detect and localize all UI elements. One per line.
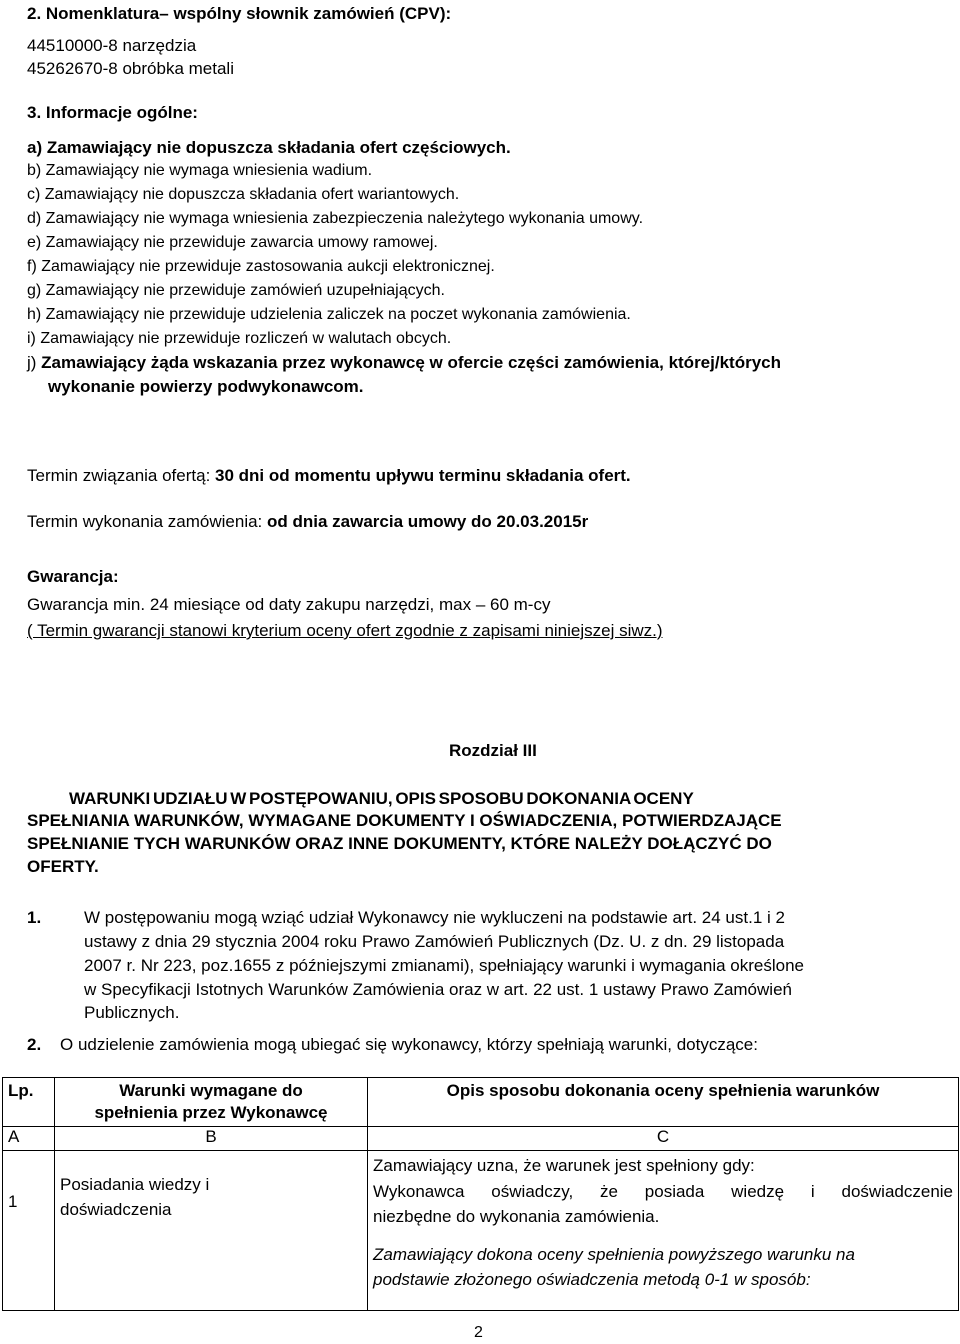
table-letter-row <box>3 1127 959 1151</box>
warranty-heading: Gwarancja: <box>27 567 119 586</box>
warranty-note: ( Termin gwarancji stanowi kryterium oceny ofert zgodnie z zapisami niniejszej siwz.) <box>27 621 663 640</box>
chapter-heading-line-2: SPEŁNIANIA WARUNKÓW, WYMAGANE DOKUMENTY I OŚWIADCZENIA, POTWIERDZAJĄCE <box>27 811 782 830</box>
row-1-evaluation-line-3: niezbędne do wykonania zamówienia. <box>373 1207 660 1226</box>
offer-binding-term <box>27 466 631 486</box>
row-1-lp <box>3 1151 55 1311</box>
warranty-text: Gwarancja min. 24 miesiące od daty zakupu narzędzi, max – 60 m-cy <box>27 595 551 614</box>
info-item-j-text: Zamawiający żąda wskazania przez wykonawcę w ofercie części zamówienia, której/których <box>41 353 781 372</box>
point-1-line-1: W postępowaniu mogą wziąć udział Wykonawcy nie wykluczeni na podstawie art. 24 ust.1 i 2 <box>84 908 785 927</box>
row-1-lp-value: 1 <box>8 1191 18 1211</box>
info-item-j <box>27 353 781 373</box>
info-item-i: i) Zamawiający nie przewiduje rozliczeń w walutach obcych. <box>27 330 452 347</box>
completion-value: od dnia zawarcia umowy do 20.03.2015r <box>267 512 589 531</box>
chapter-title: Rozdział III <box>449 741 537 760</box>
point-1-number: 1. <box>27 908 42 927</box>
chapter-heading-line-3: SPEŁNIANIE TYCH WARUNKÓW ORAZ INNE DOKUMENTY, KTÓRE NALEŻY DOŁĄCZYĆ DO <box>27 834 772 853</box>
row-1-condition-line-1: Posiadania wiedzy i <box>60 1174 210 1194</box>
column-letter-b: B <box>55 1127 368 1151</box>
requirements-table <box>2 1077 959 1311</box>
chapter-heading-line-4: OFERTY. <box>27 857 99 876</box>
section-3-heading: 3. Informacje ogólne: <box>27 103 198 122</box>
offer-binding-value: 30 dni od momentu upływu terminu składania ofert. <box>215 466 631 485</box>
info-item-f: f) Zamawiający nie przewiduje zastosowania aukcji elektronicznej. <box>27 258 495 275</box>
table-row <box>3 1151 959 1311</box>
completion-term <box>27 512 588 532</box>
column-letter-c: C <box>368 1127 959 1151</box>
header-lp-label: Lp. <box>8 1081 34 1100</box>
info-item-h: h) Zamawiający nie przewiduje udzielenia zaliczek na poczet wykonania zamówienia. <box>27 306 631 323</box>
cpv-code-metalwork: 45262670-8 obróbka metali <box>27 59 234 78</box>
row-1-condition-line-2: doświadczenia <box>60 1199 172 1219</box>
header-evaluation <box>368 1078 959 1127</box>
header-conditions <box>55 1078 368 1127</box>
row-1-evaluation-line-1: Zamawiający uzna, że warunek jest spełniony gdy: <box>373 1156 755 1175</box>
header-lp <box>3 1078 55 1127</box>
header-evaluation-label: Opis sposobu dokonania oceny spełnienia warunków <box>446 1081 880 1100</box>
point-1-line-3: 2007 r. Nr 223, poz.1655 z późniejszymi zmianami), spełniający warunki i wymagania określone <box>84 956 805 975</box>
info-item-g: g) Zamawiający nie przewiduje zamówień uzupełniających. <box>27 282 445 299</box>
point-1-line-2: ustawy z dnia 29 stycznia 2004 roku Prawo Zamówień Publicznych (Dz. U. z dn. 29 listopada <box>84 932 785 951</box>
header-conditions-line-2: spełnienia przez Wykonawcę <box>94 1103 328 1122</box>
point-2-number: 2. <box>27 1035 42 1054</box>
row-1-evaluation-line-2: Wykonawca oświadczy, że posiada wiedzę i doświadczenie <box>373 1182 953 1201</box>
point-1-line-5: Publicznych. <box>84 1003 180 1022</box>
point-1-line-4: w Specyfikacji Istotnych Warunków Zamówienia oraz w art. 22 ust. 1 ustawy Prawo Zamówień <box>84 980 792 999</box>
section-2-heading: 2. Nomenklatura– wspólny słownik zamówień (CPV): <box>27 4 452 23</box>
table-header-row <box>3 1078 959 1127</box>
info-item-d: d) Zamawiający nie wymaga wniesienia zabezpieczenia należytego wykonania umowy. <box>27 210 644 227</box>
info-item-a: a) Zamawiający nie dopuszcza składania ofert częściowych. <box>27 138 511 157</box>
row-1-condition <box>55 1151 368 1311</box>
row-1-evaluation-line-5: podstawie złożonego oświadczenia metodą 0-1 w sposób: <box>373 1270 811 1289</box>
point-2-text: O udzielenie zamówienia mogą ubiegać się wykonawcy, którzy spełniają warunki, dotyczące: <box>60 1035 758 1054</box>
cpv-code-tools: 44510000-8 narzędzia <box>27 36 197 55</box>
column-letter-a: A <box>3 1127 55 1151</box>
info-item-j-prefix: j) <box>27 353 42 372</box>
info-item-e: e) Zamawiający nie przewiduje zawarcia umowy ramowej. <box>27 234 438 251</box>
info-item-c: c) Zamawiający nie dopuszcza składania ofert wariantowych. <box>27 186 460 203</box>
row-1-evaluation <box>368 1151 959 1311</box>
chapter-heading-line-1: WARUNKI UDZIAŁU W POSTĘPOWANIU, OPIS SPOSOBU DOKONANIA OCENY <box>69 789 694 808</box>
completion-label: Termin wykonania zamówienia: <box>27 512 267 531</box>
row-1-evaluation-line-4: Zamawiający dokona oceny spełnienia powyższego warunku na <box>373 1245 855 1264</box>
info-item-b: b) Zamawiający nie wymaga wniesienia wadium. <box>27 162 373 179</box>
info-item-j-continuation: wykonanie powierzy podwykonawcom. <box>48 377 364 396</box>
header-conditions-line-1: Warunki wymagane do <box>119 1081 303 1100</box>
offer-binding-label: Termin związania ofertą: <box>27 466 216 485</box>
page-number: 2 <box>474 1324 483 1341</box>
